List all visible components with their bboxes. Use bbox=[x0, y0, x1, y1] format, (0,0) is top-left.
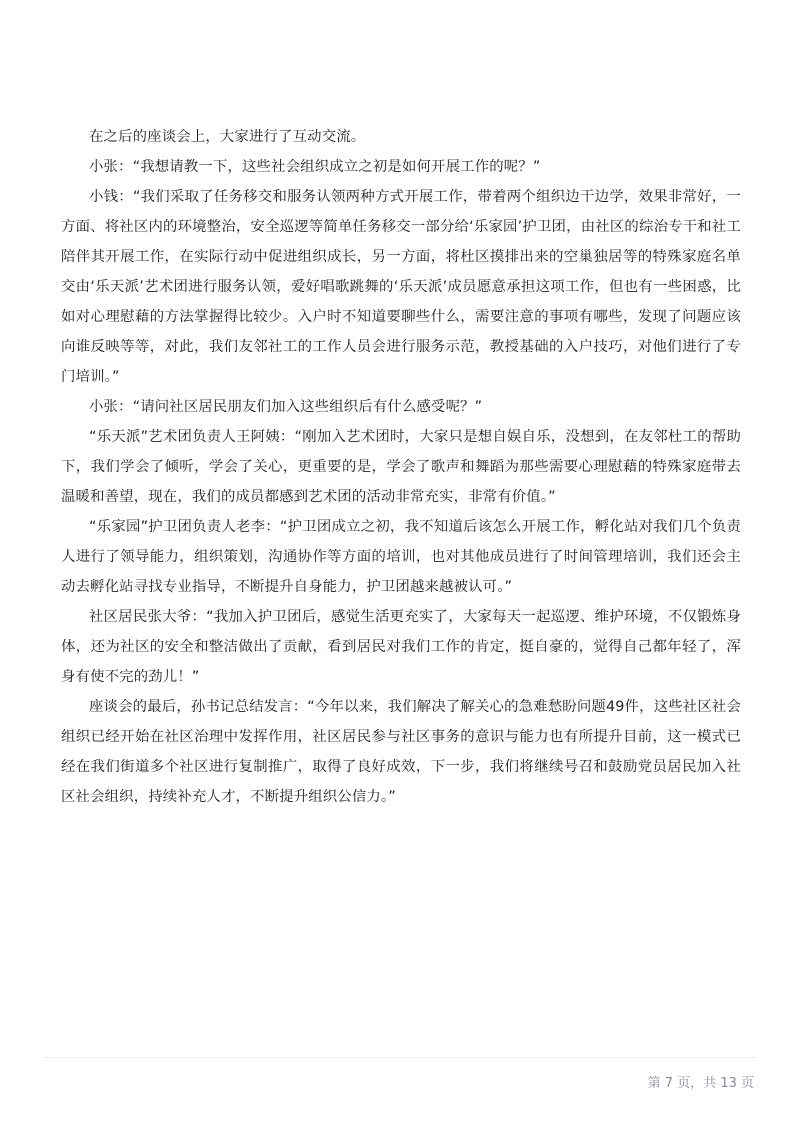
paragraph-intro: 在之后的座谈会上，大家进行了互动交流。 bbox=[89, 129, 366, 145]
paragraph-summary: 座谈会的最后，孙书记总结发言：“今年以来，我们解决了解关心的急难愁盼问题49件，这些社区社会组织已经开始在社区治理中发挥作用，社区居民参与社区事务的意识与能力也有所提升目前，这一模式已经在我们街道多个社区进行复制推广，取得了良好成效，下一步，我们将继续号召和鼓励党员居民加入社区社会组织，持续补充人才，不断提升组织公信力。” bbox=[61, 699, 741, 805]
footer-divider bbox=[44, 1057, 756, 1058]
paragraph-question-1: 小张：“我想请教一下，这些社会组织成立之初是如何开展工作的呢？” bbox=[89, 159, 541, 175]
page-number: 第 7 页，共 13 页 bbox=[647, 1076, 754, 1091]
paragraph-answer-1: 小钱：“我们采取了任务移交和服务认领两种方式开展工作，带着两个组织边干边学，效果非常好，一方面、将社区内的环境整治，安全巡逻等简单任务移交一部分给‘乐家园’护卫团，由社区的综治专干和社工陪伴其开展工作，在实际行动中促进组织成长，另一方面，将杜区摸排出来的空巢独居等的特殊家庭名单交由‘乐天派’艺术团进行服务认领，爱好唱歌跳舞的‘乐天派’成员愿意承担这项工作，但也有一些困惑，比如对心理慰藉的方法掌握得比较少。入户时不知道要聊些什么，需要注意的事项有哪些，发现了问题应该向谁反映等等，对此，我们友邻社工的工作人员会进行服务示范，教授基础的入户技巧，对他们进行了专门培训。” bbox=[61, 189, 741, 385]
document-body bbox=[61, 122, 741, 812]
paragraph-answer-li: “乐家园”护卫团负责人老李：“护卫团成立之初，我不知道后该怎么开展工作，孵化站对我们几个负责人进行了领导能力，组织策划，沟通协作等方面的培训，也对其他成员进行了时间管理培训，我们还会主动去孵化站寻找专业指导，不断提升自身能力，护卫团越来越被认可。” bbox=[61, 519, 741, 595]
paragraph-answer-wang: “乐天派”艺术团负责人王阿姨：“刚加入艺术团时，大家只是想自娱自乐，没想到，在友邻杜工的帮助下，我们学会了倾听，学会了关心，更重要的是，学会了歌声和舞蹈为那些需要心理慰藉的特殊家庭带去温暖和善望，现在，我们的成员都感到艺术团的活动非常充实，非常有价值。” bbox=[61, 429, 741, 505]
paragraph-question-2: 小张：“请问社区居民朋友们加入这些组织后有什么感受呢？” bbox=[89, 399, 483, 415]
paragraph-answer-zhang: 社区居民张大爷：“我加入护卫团后，感觉生活更充实了，大家每天一起巡逻、维护环境，不仅锻炼身体，还为社区的安全和整洁做出了贡献，看到居民对我们工作的肯定，挺自豪的，觉得自己都年轻了，浑身有使不完的劲儿！” bbox=[61, 609, 741, 685]
